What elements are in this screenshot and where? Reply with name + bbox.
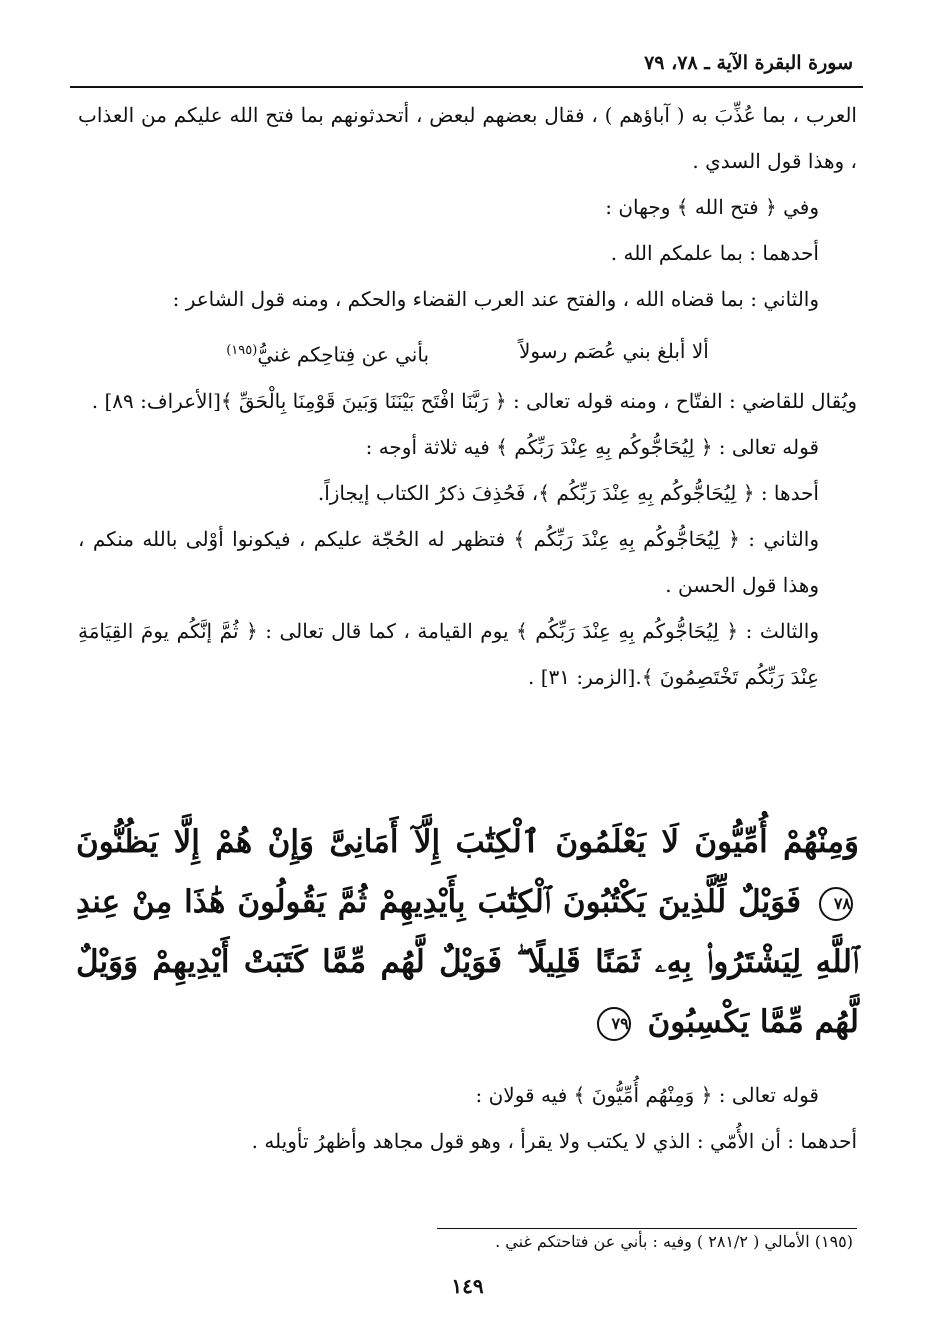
verse-78-text: وَمِنْهُمْ أُمِّيُّونَ لَا يَعْلَمُونَ ٱلْكِتَٰبَ إِلَّآ أَمَانِىَّ وَإِنْ هُمْ إِلَّا يَظُنُّونَ xyxy=(76,824,859,860)
ayah-number-78: ٧٨ xyxy=(819,887,853,921)
page-number: ١٤٩ xyxy=(451,1274,484,1298)
paragraph: والثالث : ﴿ لِيُحَاجُّوكُم بِهِ عِنْدَ رَبِّكُم ﴾ يوم القيامة ، كما قال تعالى : ﴿ ثُمَّ إنَّكُم يومَ القِيَامَةِ عِنْدَ رَبِّكُم تَخْتَصِمُونَ ﴾.[الزمر: ٣١] . xyxy=(78,618,819,689)
paragraph: قوله تعالى : ﴿ لِيُحَاجُّوكُم بِهِ عِنْدَ رَبِّكُم ﴾ فيه ثلاثة أوجه : xyxy=(365,434,819,459)
poem-hemistich-2: بأني عن فِتاحِكم غنيُّ$^{(١٩٥)}$ xyxy=(226,342,430,367)
quran-verses xyxy=(76,812,859,1052)
paragraph: ويُقال للقاضي : الفتّاح ، ومنه قوله تعالى : ﴿ رَبَّنَا افْتَح بَيْنَنَا وَبَينَ قَوْمِنَا بِالْحَقِّ ﴾[الأعراف: ٨٩] . xyxy=(91,388,857,413)
footnote: (١٩٥) الأمالي ( ٢٨١/٢ ) وفيه : بأني عن فتاحتكم غني . xyxy=(495,1232,853,1251)
verse-79-text: فَوَيْلٌ لِّلَّذِينَ يَكْتُبُونَ ٱلْكِتَٰبَ بِأَيْدِيهِمْ ثُمَّ يَقُولُونَ هَٰذَا مِنْ عِندِ ٱللَّهِ لِيَشْتَرُوا۟ بِهِۦ ثَمَنًا قَلِيلًا ۖ فَوَيْلٌ لَّهُم مِّمَّا كَتَبَتْ أَيْدِيهِمْ وَوَيْلٌ لَّهُم مِّمَّا يَكْسِبُونَ xyxy=(76,884,859,1040)
paragraph: قوله تعالى : ﴿ وَمِنْهُم أُمِّيُّونَ ﴾ فيه قولان : xyxy=(475,1083,819,1107)
paragraph: أحدها : ﴿ لِيُحَاجُّوكُم بِهِ عِنْدَ رَبِّكُم ﴾، فَحُذِفَ ذكرُ الكتاب إيجازاً. xyxy=(317,480,819,505)
paragraph: والثاني : ﴿ لِيُحَاجُّوكُم بِهِ عِنْدَ رَبِّكُم ﴾ فتظهر له الحُجّة عليكم ، فيكونوا أوْلى بالله منكم ، وهذا قول الحسن . xyxy=(78,526,819,597)
paragraph: وفي ﴿ فتح الله ﴾ وجهان : xyxy=(605,195,819,219)
running-header: سورة البقرة الآية ـ ٧٨، ٧٩ xyxy=(644,52,853,74)
footnote-divider xyxy=(437,1228,857,1229)
footnote-ref: (١٩٥) xyxy=(226,343,258,358)
ayah-number-79: ٧٩ xyxy=(597,1007,631,1041)
poem-hemistich-1: ألا أبلغ بني عُصَم رسولاً xyxy=(519,339,709,363)
poetry-verse xyxy=(78,328,857,378)
paragraph: أحدهما : بما علمكم الله . xyxy=(610,241,819,265)
header-divider xyxy=(70,86,863,88)
paragraph: العرب ، بما عُذِّبَ به ( آباؤهم ) ، فقال بعضهم لبعض ، أتحدثونهم بما فتح الله عليكم من العذاب ، وهذا قول السدي . xyxy=(78,103,857,173)
commentary-block-2 xyxy=(78,1072,857,1164)
paragraph: والثاني : بما قضاه الله ، والفتح عند العرب القضاء والحكم ، ومنه قول الشاعر : xyxy=(172,287,819,311)
paragraph: أحدهما : أن الأُمّي : الذي لا يكتب ولا يقرأ ، وهو قول مجاهد وأظهرُ تأويله . xyxy=(251,1129,857,1153)
commentary-block-1 xyxy=(78,92,857,700)
